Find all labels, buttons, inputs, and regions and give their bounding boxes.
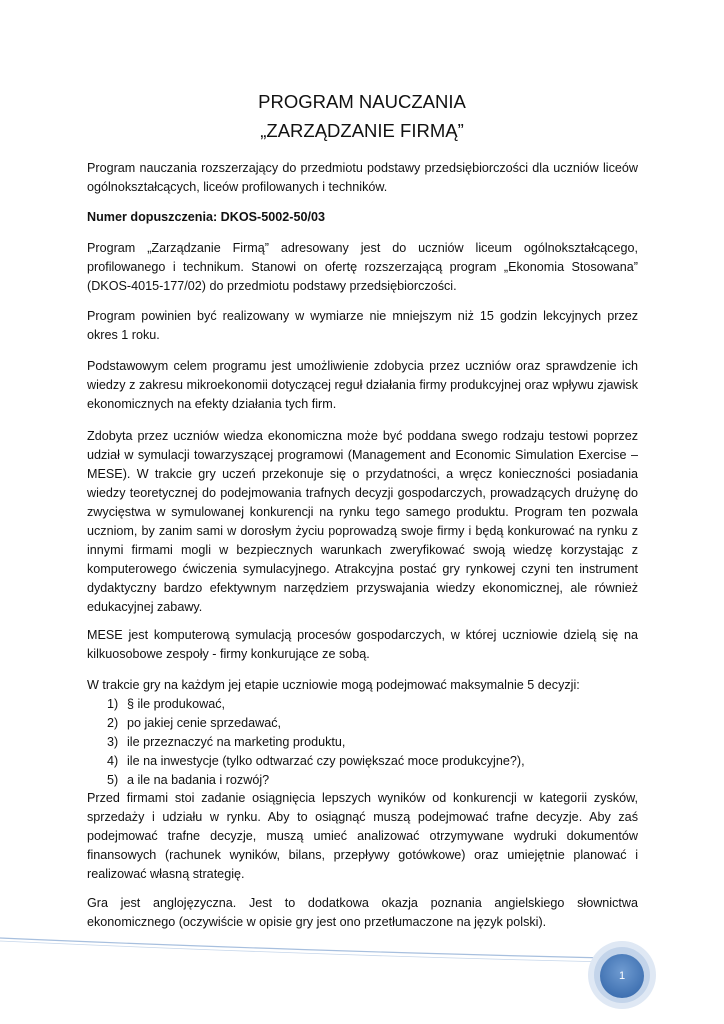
paragraph-task: Przed firmami stoi zadanie osiągnięcia lepszych wyników od konkurencji w kategorii zysków, sprzedaży i udziału w rynku. Aby to osiągnąć muszą podejmować trafne decyzje. Aby zaś podejmować trafne decyzje, muszą umieć analizować otrzymywane wydruki dokumentów finansowych (rachunek wyników, bilans, przepływy gotówkowe) oraz umiejętnie planować i realizować własną strategię.	[87, 791, 638, 881]
list-item-number: 5)	[107, 773, 119, 787]
paragraph-simulation: Zdobyta przez uczniów wiedza ekonomiczna może być poddana swego rodzaju testowi poprzez udział w symulacji towarzyszącej programowi (Management and Economic Simulation Exercise – MESE). W trakcie gry uczeń przekonuje się o przydatności, a wręcz konieczności posiadania wiedzy teoretycznej do podejmowania trafnych decyzji gospodarczych, prowadzących drużynę do zwycięstwa w symulowanej konkurencji na rynku tego samego produktu. Program ten pozwala uczniom, by zanim sami w dorosłym życiu poprowadzą swoje firmy i będą konkurować na rynku z innymi firmami mogli w bezpiecznych warunkach zweryfikować swoją wiedzę korzystając z komputerowego ćwiczenia symulacyjnego. Atrakcyjna postać gry rynkowej czyni ten instrument dydaktyczny bardzo efektywnym narzędziem przyswajania wiedzy ekonomicznej, ale również edukacyjnej zabawy.	[87, 429, 638, 614]
list-item-number: 2)	[107, 716, 119, 730]
list-item-number: 4)	[107, 754, 119, 768]
footer-curve-line-2	[0, 941, 610, 962]
paragraph-language: Gra jest anglojęzyczna. Jest to dodatkowa okazja poznania angielskiego słownictwa ekonomicznego (oczywiście w opisie gry jest ono przetłumaczone na język polski).	[87, 896, 638, 929]
document-title-line-2: „ZARZĄDZANIE FIRMĄ”	[260, 120, 464, 141]
list-item-text: po jakiej cenie sprzedawać,	[127, 716, 282, 730]
approval-number: Numer dopuszczenia: DKOS-5002-50/03	[87, 210, 325, 224]
list-item-text: ile przeznaczyć na marketing produktu,	[127, 735, 346, 749]
paragraph-audience: Program „Zarządzanie Firmą” adresowany jest do uczniów liceum ogólnokształcącego, profilowanego i technikum. Stanowi on ofertę rozszerzającą program „Ekonomia Stosowana” (DKOS-4015-177/02) do przedmiotu podstawy przedsiębiorczości.	[87, 241, 638, 293]
page-number: 1	[618, 970, 626, 982]
paragraph-hours: Program powinien być realizowany w wymiarze nie mniejszym niż 15 godzin lekcyjnych przez okres 1 roku.	[87, 309, 638, 342]
paragraph-goal: Podstawowym celem programu jest umożliwienie zdobycia przez uczniów oraz sprawdzenie ich wiedzy z zakresu mikroekonomii dotyczącej reguł działania firmy produkcyjnej oraz wpływu zjawisk ekonomicznych na efekty działania tych firm.	[87, 359, 638, 411]
document-title-line-1: PROGRAM NAUCZANIA	[258, 91, 466, 112]
list-item-text: a ile na badania i rozwój?	[127, 773, 270, 787]
paragraph-intro: Program nauczania rozszerzający do przedmiotu podstawy przedsiębiorczości dla uczniów liceów ogólnokształcących, liceów profilowanych i techników.	[87, 161, 638, 194]
footer-curve-line	[0, 938, 610, 958]
list-item-text: ile na inwestycje (tylko odtwarzać czy powiększać moce produkcyjne?),	[127, 754, 525, 768]
list-item-text: § ile produkować,	[127, 697, 226, 711]
list-item-number: 3)	[107, 735, 119, 749]
list-item-number: 1)	[107, 697, 119, 711]
paragraph-mese: MESE jest komputerową symulacją procesów gospodarczych, w której uczniowie dzielą się na kilkuosobowe zespoły - firmy konkurujące ze sobą.	[87, 628, 638, 661]
paragraph-decisions-intro: W trakcie gry na każdym jej etapie uczniowie mogą podejmować maksymalnie 5 decyzji:	[87, 678, 580, 692]
